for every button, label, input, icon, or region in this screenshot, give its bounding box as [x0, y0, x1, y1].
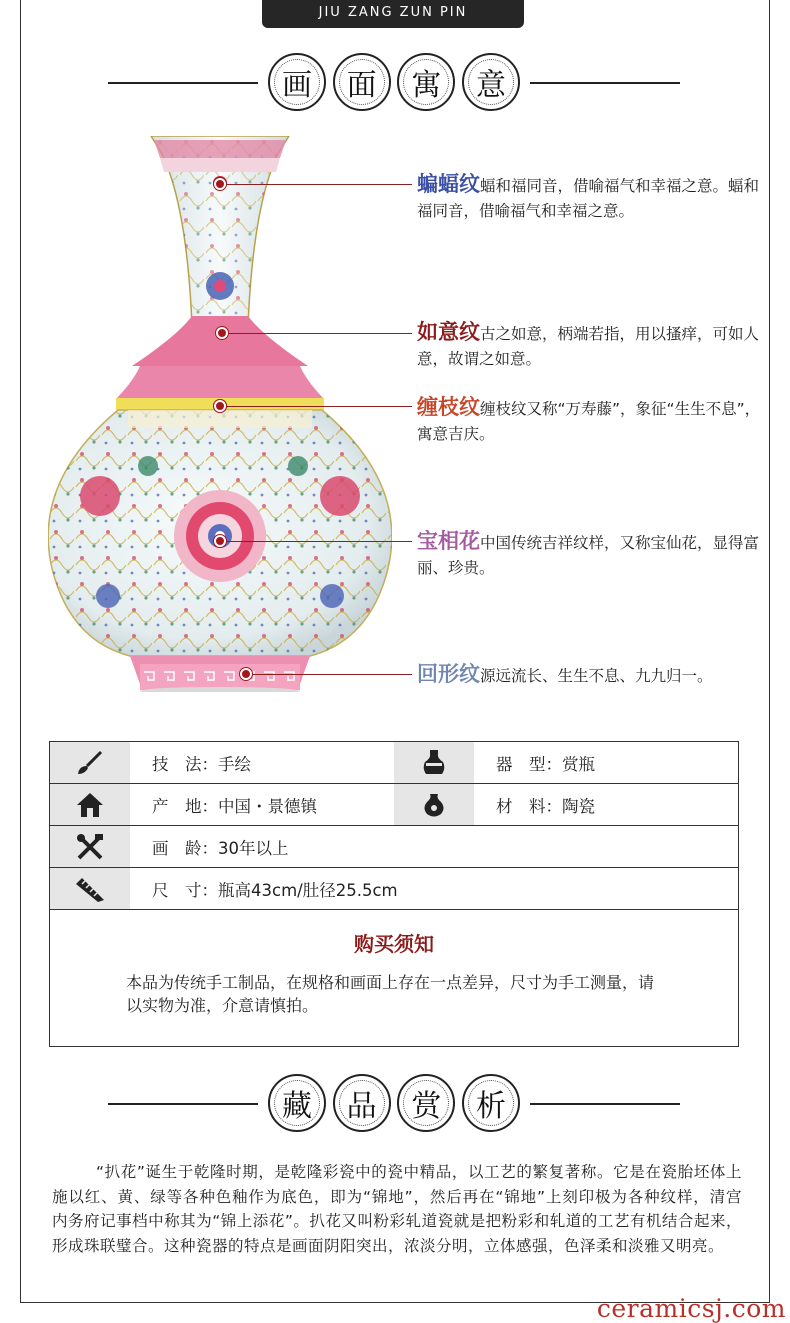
title-badge: 画 [268, 53, 326, 111]
annotation-term: 回形纹 [417, 662, 480, 686]
annotation-baoxiang [417, 529, 767, 581]
notice-body: 本品为传统手工制品，在规格和画面上存在一点差异，尺寸为手工测量，请以实物为准，介意请慎拍。 [126, 973, 655, 1015]
home-icon [50, 784, 130, 825]
annotation-fret [417, 662, 767, 689]
title-badges [268, 53, 520, 113]
vase-illustration [48, 136, 392, 692]
marker-dot [214, 178, 226, 190]
analysis-paragraph: “扒花”诞生于乾隆时期，是乾隆彩瓷中的瓷中精品，以工艺的繁复著称。它是在瓷胎坯体上施以红、黄、绿等各种色釉作为底色，即为“锦地”，然后再在“锦地”上刻印极为各种纹样，清宫内务府记事档中称其为“锦上添花”。扒花又叫粉彩轧道瓷就是把粉彩和轧道的工艺有机结合起来，形成珠联璧合。这种瓷器的特点是画面阴阳突出，浓淡分明，立体感强，色泽柔和淡雅又明亮。 [52, 1163, 742, 1255]
spec-row [50, 826, 738, 868]
spec-row [50, 868, 738, 910]
marker-dot [214, 535, 226, 547]
annotation-bat [417, 172, 767, 224]
annotation-text: 源远流长、生生不息、九九归一。 [480, 667, 713, 685]
spec-material: 材 料：陶瓷 [496, 796, 595, 816]
brush-icon [50, 742, 130, 783]
annotation-term: 如意纹 [417, 320, 480, 344]
leader-line [222, 541, 412, 542]
title-badge: 赏 [397, 1074, 455, 1132]
spec-half [394, 784, 738, 825]
spec-experience: 画 龄：30年以上 [152, 838, 289, 858]
annotation-text: 中国传统吉祥纹样，又称宝仙花，显得富丽、珍贵。 [417, 534, 760, 577]
title-badge: 析 [462, 1074, 520, 1132]
annotation-ruyi [417, 320, 767, 372]
leader-line [222, 406, 412, 407]
watermark: ceramicsj.com [596, 1294, 786, 1323]
spec-shape: 器 型：赏瓶 [496, 754, 595, 774]
spec-row [50, 742, 738, 784]
section-title-appreciation [108, 1074, 680, 1134]
section-title-meaning [108, 53, 680, 113]
marker-dot [240, 668, 252, 680]
leader-line [248, 674, 412, 675]
brand-banner: JIU ZANG ZUN PIN [262, 0, 524, 28]
vase-image [48, 136, 392, 692]
notice-title: 购买须知 [354, 932, 434, 956]
spec-half [394, 742, 738, 783]
annotation-term: 缠枝纹 [417, 395, 480, 419]
annotation-term: 蝙蝠纹 [417, 172, 480, 196]
spec-table [49, 741, 739, 1047]
title-badge: 品 [333, 1074, 391, 1132]
annotation-text: 古之如意，柄端若指，用以搔痒，可如人意，故谓之如意。 [417, 325, 760, 368]
title-badges [268, 1074, 520, 1134]
annotation-scroll [417, 395, 767, 447]
tools-icon [50, 826, 130, 867]
pottery-icon [394, 784, 474, 825]
marker-dot [214, 400, 226, 412]
leader-line [222, 184, 412, 185]
title-badge: 藏 [268, 1074, 326, 1132]
annotation-text: 缠枝纹又称“万寿藤”，象征“生生不息”，寓意吉庆。 [417, 400, 761, 443]
spec-row [50, 784, 738, 826]
divider-left [108, 1103, 258, 1105]
divider-right [530, 82, 680, 84]
ruler-icon [50, 868, 130, 909]
purchase-notice [50, 910, 738, 1046]
leader-line [224, 333, 412, 334]
spec-size: 尺 寸：瓶高43cm/肚径25.5cm [152, 880, 398, 900]
annotation-text: 蝠和福同音，借喻福气和幸福之意。蝠和福同音，借喻福气和幸福之意。 [417, 177, 760, 220]
divider-left [108, 82, 258, 84]
title-badge: 寓 [397, 53, 455, 111]
title-badge: 意 [462, 53, 520, 111]
marker-dot [216, 327, 228, 339]
annotation-term: 宝相花 [417, 529, 480, 553]
spec-half [50, 742, 394, 783]
vase-icon [394, 742, 474, 783]
spec-technique: 技 法：手绘 [152, 754, 251, 774]
spec-origin: 产 地：中国・景德镇 [152, 796, 317, 816]
spec-half [50, 784, 394, 825]
divider-right [530, 1103, 680, 1105]
title-badge: 面 [333, 53, 391, 111]
